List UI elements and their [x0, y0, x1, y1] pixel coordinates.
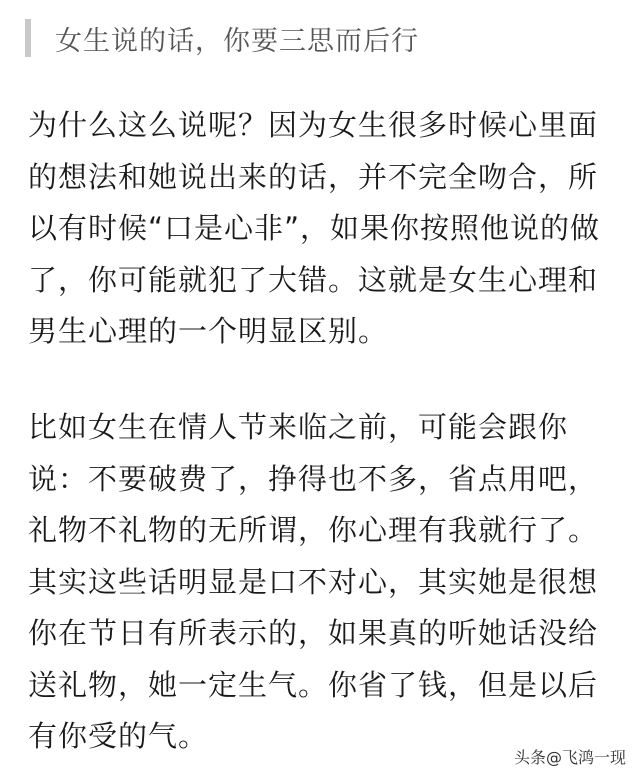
section-heading [25, 16, 625, 60]
paragraph-line: 男生心理的一个明显区别。 [28, 314, 389, 348]
watermark-text: 头条@飞鸿一现 [513, 747, 626, 767]
heading-accent-bar [25, 19, 31, 57]
paragraph-line: 有你受的气。 [28, 719, 209, 753]
paragraph-line: 送礼物，她一定生气。你省了钱，但是以后 [28, 667, 599, 702]
paragraph-line: 比如女生在情人节来临之前，可能会跟你 [28, 410, 569, 444]
paragraph-line: 礼物不礼物的无所谓，你心理有我就行了。 [28, 513, 599, 547]
paragraph-line: 了，你可能就犯了大错。这就是女生心理和 [28, 262, 599, 297]
paragraph-line: 的想法和她说出来的话，并不完全吻合，所 [28, 159, 599, 194]
paragraph-line: 其实这些话明显是口不对心，其实她是很想 [28, 564, 599, 599]
paragraph-line: 你在节日有所表示的，如果真的听她话没给 [28, 616, 599, 650]
heading-title: 女生说的话，你要三思而后行 [55, 25, 419, 57]
paragraph-2 [28, 402, 628, 763]
source-watermark [514, 739, 626, 773]
paragraph-line: 说：不要破费了，挣得也不多，省点用吧， [28, 461, 599, 496]
paragraph-line: 以有时候“口是心非”，如果你按照他说的做 [28, 211, 601, 245]
paragraph-1 [28, 100, 628, 358]
paragraph-line: 为什么这么说呢？因为女生很多时候心里面 [28, 108, 599, 142]
